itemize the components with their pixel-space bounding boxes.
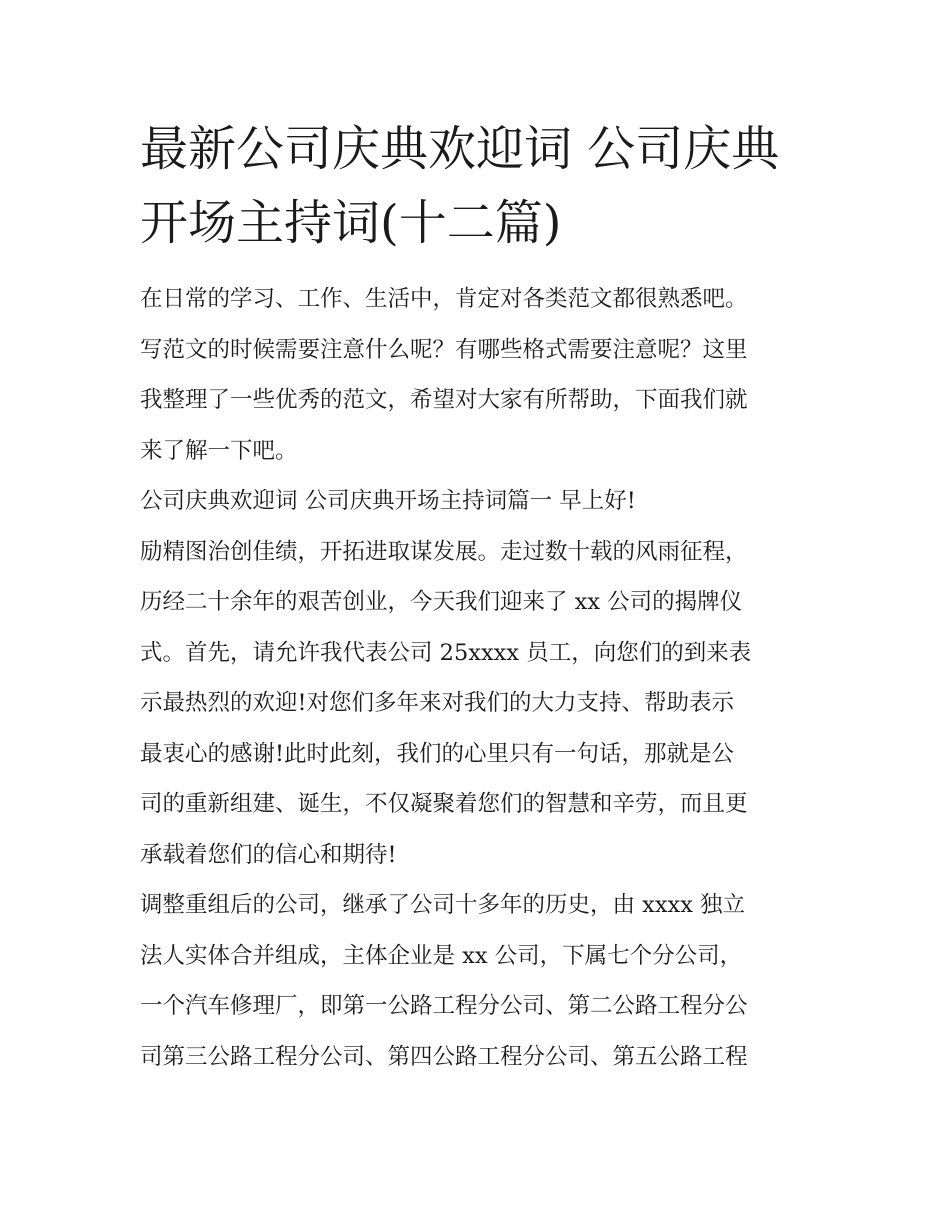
title-line: 开场主持词(十二篇) (140, 195, 562, 251)
body-line: 在日常的学习、工作、生活中，肯定对各类范文都很熟悉吧。 (140, 286, 748, 312)
body-line: 来了解一下吧。 (140, 437, 298, 464)
body-line: 历经二十余年的艰苦创业，今天我们迎来了 xx 公司的揭牌仪 (140, 589, 743, 615)
body-line: 励精图治创佳绩，开拓进取谋发展。走过数十载的风雨征程， (140, 538, 748, 565)
body-line: 我整理了一些优秀的范文，希望对大家有所帮助，下面我们就 (140, 387, 748, 413)
body-line: 司第三公路工程分公司、第四公路工程分公司、第五公路工程 (140, 1043, 748, 1070)
document-title (140, 112, 812, 260)
title-line: 最新公司庆典欢迎词 公司庆典 (140, 121, 780, 177)
body-line: 一个汽车修理厂，即第一公路工程分公司、第二公路工程分公 (140, 993, 748, 1019)
section-heading-line: 公司庆典欢迎词 公司庆典开场主持词篇一 早上好! (140, 488, 636, 514)
document-page (140, 112, 812, 1082)
body-line: 法人实体合并组成，主体企业是 xx 公司，下属七个分公司， (140, 942, 743, 969)
body-line: 承载着您们的信心和期待! (140, 841, 397, 868)
body-line: 司的重新组建、诞生，不仅凝聚着您们的智慧和辛劳，而且更 (140, 791, 748, 817)
body-line: 式。首先，请允许我代表公司 25xxxx 员工，向您们的到来表 (140, 639, 752, 666)
document-body (140, 274, 812, 1082)
body-line: 最衷心的感谢!此时此刻，我们的心里只有一句话，那就是公 (140, 740, 735, 767)
body-line: 示最热烈的欢迎!对您们多年来对我们的大力支持、帮助表示 (140, 690, 735, 716)
body-line: 写范文的时候需要注意什么呢？有哪些格式需要注意呢？这里 (140, 336, 748, 363)
body-line: 调整重组后的公司，继承了公司十多年的历史，由 xxxx 独立 (140, 892, 746, 918)
